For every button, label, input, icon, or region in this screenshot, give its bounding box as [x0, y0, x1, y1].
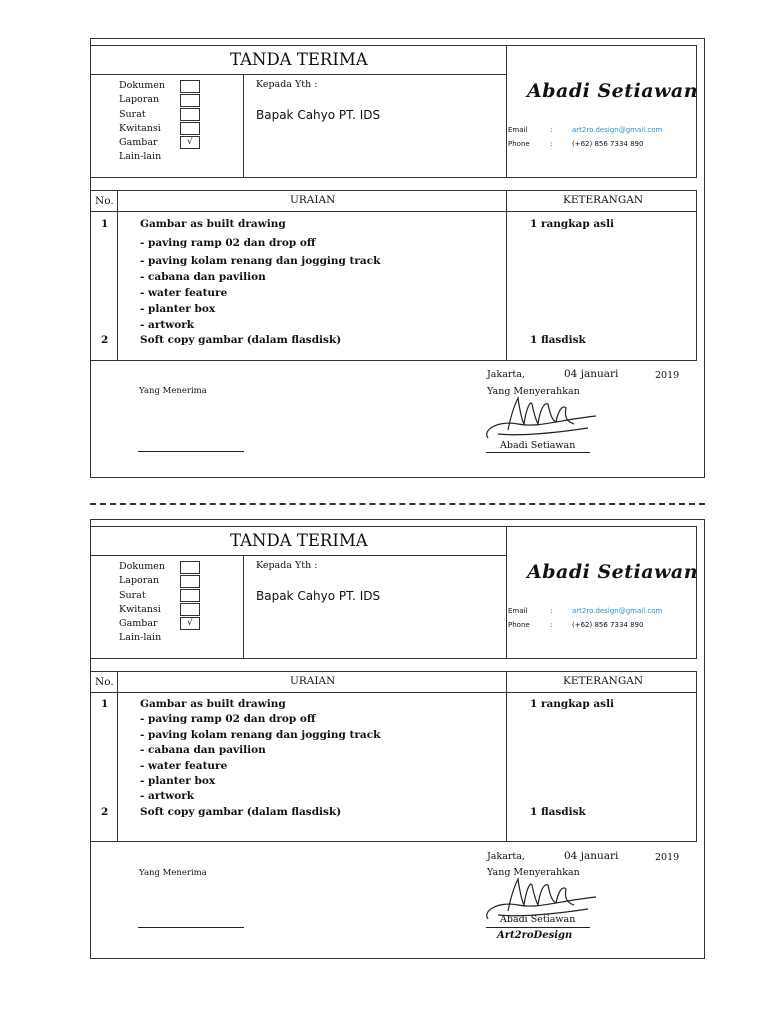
doc-type-checkbox[interactable]: √ — [180, 617, 200, 630]
doc-type-label: Lain-lain — [119, 632, 162, 643]
item-description: Soft copy gambar (dalam flasdisk) — [140, 334, 342, 346]
brand-divider — [506, 526, 507, 659]
sign-date: 04 januari — [564, 368, 619, 380]
sign-city: Jakarta, — [487, 851, 525, 862]
receiver-label: Yang Menerima — [139, 868, 207, 878]
item-description: - artwork — [140, 790, 195, 802]
email-value[interactable]: art2ro.design@gmail.com — [572, 607, 663, 615]
column-header-keterangan: KETERANGAN — [563, 675, 644, 687]
doc-type-checkbox[interactable] — [180, 94, 200, 107]
item-description: - cabana dan pavilion — [140, 744, 266, 756]
doc-type-checkbox[interactable] — [180, 603, 200, 616]
doc-type-label: Gambar — [119, 618, 158, 629]
item-description: - water feature — [140, 760, 228, 772]
receipt-title: TANDA TERIMA — [230, 531, 368, 550]
phone-label: Phone — [508, 621, 530, 629]
sign-year: 2019 — [655, 852, 680, 863]
item-description: - paving ramp 02 dan drop off — [140, 237, 316, 249]
recipient-name: Bapak Cahyo PT. IDS — [256, 589, 381, 603]
table-col-divider — [506, 190, 507, 361]
doc-type-checkbox[interactable] — [180, 122, 200, 135]
email-label: Email — [508, 607, 528, 615]
item-note: 1 flasdisk — [530, 334, 586, 346]
doc-type-label: Dokumen — [119, 561, 165, 572]
item-number: 2 — [101, 334, 109, 346]
email-value[interactable]: art2ro.design@gmail.com — [572, 126, 663, 134]
receiver-signature-line — [138, 927, 244, 928]
email-label: Email — [508, 126, 528, 134]
item-description: Soft copy gambar (dalam flasdisk) — [140, 806, 342, 818]
email-separator: : — [550, 607, 553, 615]
column-header-uraian: URAIAN — [290, 194, 336, 206]
sender-signature-line — [486, 452, 590, 453]
doc-type-label: Dokumen — [119, 80, 165, 91]
brand-name: Abadi Setiawan — [527, 80, 699, 102]
doc-type-checkbox[interactable] — [180, 80, 200, 93]
doc-type-label: Gambar — [119, 137, 158, 148]
doc-type-checkbox[interactable]: √ — [180, 136, 200, 149]
item-description: - paving kolam renang dan jogging track — [140, 255, 381, 267]
column-header-no: No. — [95, 676, 114, 688]
email-separator: : — [550, 126, 553, 134]
doc-type-divider — [243, 555, 244, 659]
phone-value: (+62) 856 7334 890 — [572, 621, 644, 629]
item-number: 1 — [101, 218, 109, 230]
sender-label: Yang Menyerahkan — [487, 386, 580, 397]
receipt-2 — [0, 481, 768, 951]
sender-name: Abadi Setiawan — [500, 914, 576, 925]
brand-name: Abadi Setiawan — [527, 561, 699, 583]
doc-type-checkbox[interactable] — [180, 561, 200, 574]
item-note: 1 flasdisk — [530, 806, 586, 818]
item-description: Gambar as built drawing — [140, 698, 286, 710]
item-description: - paving kolam renang dan jogging track — [140, 729, 381, 741]
table-col-divider — [506, 671, 507, 842]
column-header-no: No. — [95, 195, 114, 207]
doc-type-label: Surat — [119, 590, 146, 601]
receiver-signature-line — [138, 451, 244, 452]
item-description: - planter box — [140, 303, 216, 315]
doc-type-label: Laporan — [119, 94, 160, 105]
brand-divider — [506, 45, 507, 178]
recipient-label: Kepada Yth : — [256, 79, 318, 90]
column-header-keterangan: KETERANGAN — [563, 194, 644, 206]
phone-separator: : — [550, 140, 553, 148]
doc-type-label: Lain-lain — [119, 151, 162, 162]
sign-year: 2019 — [655, 370, 680, 381]
recipient-label: Kepada Yth : — [256, 560, 318, 571]
item-description: - artwork — [140, 319, 195, 331]
item-description: - planter box — [140, 775, 216, 787]
doc-type-checkbox[interactable] — [180, 108, 200, 121]
item-description: - cabana dan pavilion — [140, 271, 266, 283]
doc-type-checkbox[interactable] — [180, 589, 200, 602]
table-header-divider — [90, 211, 697, 212]
sender-label: Yang Menyerahkan — [487, 867, 580, 878]
item-description: Gambar as built drawing — [140, 218, 286, 230]
receipt-1 — [0, 0, 768, 470]
column-header-uraian: URAIAN — [290, 675, 336, 687]
phone-label: Phone — [508, 140, 530, 148]
sender-name: Abadi Setiawan — [500, 440, 576, 451]
item-description: - water feature — [140, 287, 228, 299]
sender-signature-line — [486, 927, 590, 928]
sign-date: 04 januari — [564, 850, 619, 862]
doc-type-label: Laporan — [119, 575, 160, 586]
recipient-name: Bapak Cahyo PT. IDS — [256, 108, 381, 122]
table-col-divider — [117, 671, 118, 842]
item-number: 2 — [101, 806, 109, 818]
receipt-title: TANDA TERIMA — [230, 50, 368, 69]
doc-type-label: Surat — [119, 109, 146, 120]
table-col-divider — [117, 190, 118, 361]
item-description: - paving ramp 02 dan drop off — [140, 713, 316, 725]
item-note: 1 rangkap asli — [530, 218, 615, 230]
sign-city: Jakarta, — [487, 369, 525, 380]
doc-type-divider — [243, 74, 244, 178]
doc-type-label: Kwitansi — [119, 123, 161, 134]
title-divider — [90, 555, 507, 556]
item-number: 1 — [101, 698, 109, 710]
title-divider — [90, 74, 507, 75]
phone-value: (+62) 856 7334 890 — [572, 140, 644, 148]
receiver-label: Yang Menerima — [139, 386, 207, 396]
table-header-divider — [90, 692, 697, 693]
signature-icon — [478, 390, 603, 446]
doc-type-checkbox[interactable] — [180, 575, 200, 588]
doc-type-label: Kwitansi — [119, 604, 161, 615]
footer-logo: Art2roDesign — [497, 930, 573, 941]
phone-separator: : — [550, 621, 553, 629]
item-note: 1 rangkap asli — [530, 698, 615, 710]
